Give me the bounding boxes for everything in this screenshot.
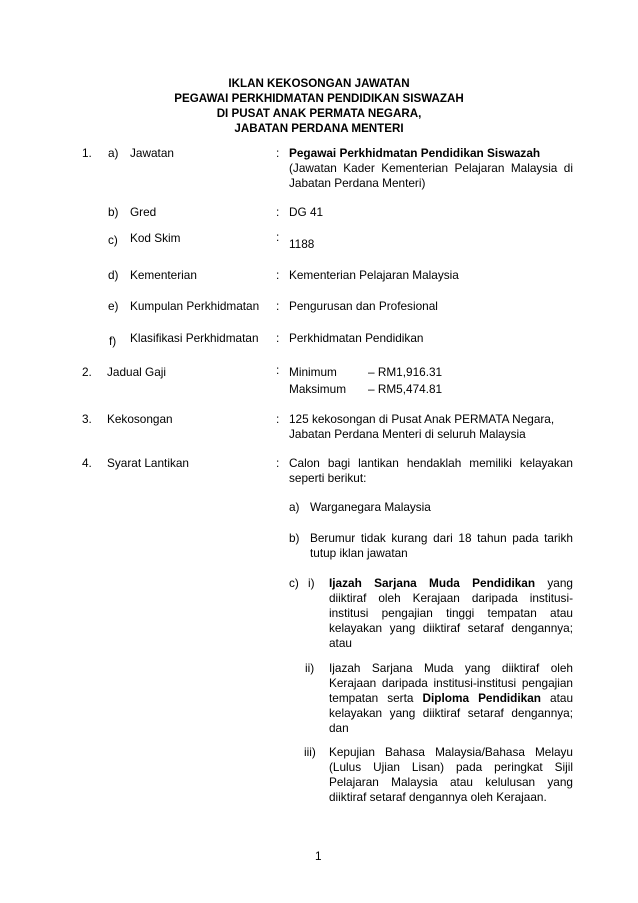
section-number-4: 4. — [82, 455, 92, 470]
field-value-kementerian: Kementerian Pelajaran Malaysia — [289, 267, 459, 282]
salary-maksimum-amount: – RM5,474.81 — [368, 381, 443, 396]
requirement-line: Pelajaran Malaysia atau kelulusan yang — [329, 774, 573, 789]
field-label-jadual-gaji: Jadual Gaji — [107, 364, 167, 379]
item-letter-f: f) — [109, 333, 117, 348]
requirement-line: Warganegara Malaysia — [310, 499, 431, 514]
colon: : — [276, 455, 280, 470]
requirement-a — [310, 500, 573, 515]
sub-numeral-ii: ii) — [305, 660, 315, 675]
field-label-kumpulan-perkhidmatan: Kumpulan Perkhidmatan — [130, 298, 260, 313]
value-line: 125 kekosongan di Pusat Anak PERMATA Negara, — [289, 411, 555, 426]
requirement-line: Kepujian Bahasa Malaysia/Bahasa Melayu — [329, 744, 573, 759]
page-number: 1 — [315, 848, 322, 863]
qualification-emphasis: Diploma Pendidikan — [422, 690, 541, 705]
requirement-letter-a: a) — [289, 499, 300, 514]
requirement-line: dan — [329, 721, 349, 736]
field-value-kekosongan — [289, 412, 573, 444]
item-letter-a: a) — [108, 145, 119, 160]
requirement-letter-c: c) — [289, 575, 299, 590]
salary-maksimum-label: Maksimum — [289, 381, 347, 396]
field-label-kekosongan: Kekosongan — [107, 411, 173, 426]
section-number-1: 1. — [82, 145, 92, 160]
field-label-klasifikasi-perkhidmatan: Klasifikasi Perkhidmatan — [130, 330, 259, 345]
requirement-line — [329, 576, 573, 591]
requirement-line: Kerajaan daripada institusi-institusi pengajian — [329, 675, 573, 690]
item-letter-b: b) — [108, 204, 119, 219]
value-line: (Jawatan Kader Kementerian Pelajaran Malaysia di — [289, 160, 573, 175]
field-value-klasifikasi-perkhidmatan: Perkhidmatan Pendidikan — [289, 330, 424, 345]
field-value-kod-skim: 1188 — [289, 236, 315, 251]
document-title — [0, 76, 638, 137]
intro-line: Calon bagi lantikan hendaklah memiliki kelayakan — [289, 455, 573, 470]
colon: : — [276, 362, 280, 377]
title-line: DI PUSAT ANAK PERMATA NEGARA, — [216, 107, 422, 121]
requirement-c-ii — [329, 661, 573, 737]
line-text: tempatan serta — [329, 690, 414, 705]
requirement-c-i — [329, 576, 573, 652]
colon: : — [276, 145, 280, 160]
colon: : — [276, 267, 280, 282]
requirement-line — [329, 691, 573, 706]
requirement-line: atau — [329, 636, 352, 651]
requirement-b — [310, 531, 573, 561]
requirements-intro — [289, 456, 573, 486]
colon: : — [276, 230, 280, 244]
requirement-c-iii — [329, 745, 573, 806]
requirement-line: tutup iklan jawatan — [310, 545, 408, 560]
title-line: PEGAWAI PERKHIDMATAN PENDIDIKAN SISWAZAH — [174, 91, 464, 105]
item-letter-c: c) — [108, 232, 118, 247]
field-label-kementerian: Kementerian — [130, 267, 197, 282]
colon: : — [276, 204, 280, 219]
requirement-line: kelayakan yang diiktiraf setaraf dengannya; — [329, 706, 573, 721]
field-value-kumpulan-perkhidmatan: Pengurusan dan Profesional — [289, 298, 438, 313]
title-line: IKLAN KEKOSONGAN JAWATAN — [228, 76, 410, 90]
requirement-line: diiktiraf setaraf dengannya oleh Kerajaan. — [329, 790, 547, 805]
line-text: atau — [550, 690, 574, 705]
item-letter-d: d) — [108, 267, 119, 282]
salary-minimum-label: Minimum — [289, 364, 337, 379]
field-label-kod-skim: Kod Skim — [130, 231, 181, 245]
colon: : — [276, 411, 280, 426]
position-title: Pegawai Perkhidmatan Pendidikan Siswazah — [289, 145, 541, 160]
section-number-3: 3. — [82, 411, 92, 426]
field-label-jawatan: Jawatan — [130, 145, 174, 160]
colon: : — [276, 330, 280, 345]
requirement-line: kelayakan yang diiktiraf setaraf dengannya; — [329, 621, 573, 636]
field-label-syarat-lantikan: Syarat Lantikan — [107, 455, 189, 470]
field-value-gred: DG 41 — [289, 204, 324, 219]
title-line: JABATAN PERDANA MENTERI — [234, 122, 404, 136]
line-text: yang — [547, 575, 573, 590]
value-line: Jabatan Perdana Menteri) — [289, 175, 426, 190]
field-value-jawatan — [289, 146, 573, 192]
requirement-line: Berumur tidak kurang dari 18 tahun pada tarikh — [310, 530, 573, 545]
requirement-line: institusi pengajian tinggi tempatan atau — [329, 605, 573, 620]
value-line: Jabatan Perdana Menteri di seluruh Malaysia — [289, 427, 526, 442]
section-number-2: 2. — [82, 364, 92, 379]
requirement-line: (Lulus Ujian Lisan) pada peringkat Sijil — [329, 759, 573, 774]
requirement-letter-b: b) — [289, 530, 300, 545]
requirement-line: Ijazah Sarjana Muda yang diiktiraf oleh — [329, 660, 573, 675]
colon: : — [276, 298, 280, 313]
sub-numeral-i: i) — [308, 575, 315, 590]
requirement-line: diiktiraf oleh Kerajaan daripada institusi- — [329, 590, 573, 605]
field-label-gred: Gred — [130, 204, 157, 219]
salary-minimum-amount: – RM1,916.31 — [368, 364, 443, 379]
qualification-emphasis: Ijazah Sarjana Muda Pendidikan — [329, 575, 536, 590]
item-letter-e: e) — [108, 298, 119, 313]
intro-line: seperti berikut: — [289, 470, 367, 485]
sub-numeral-iii: iii) — [304, 744, 316, 759]
